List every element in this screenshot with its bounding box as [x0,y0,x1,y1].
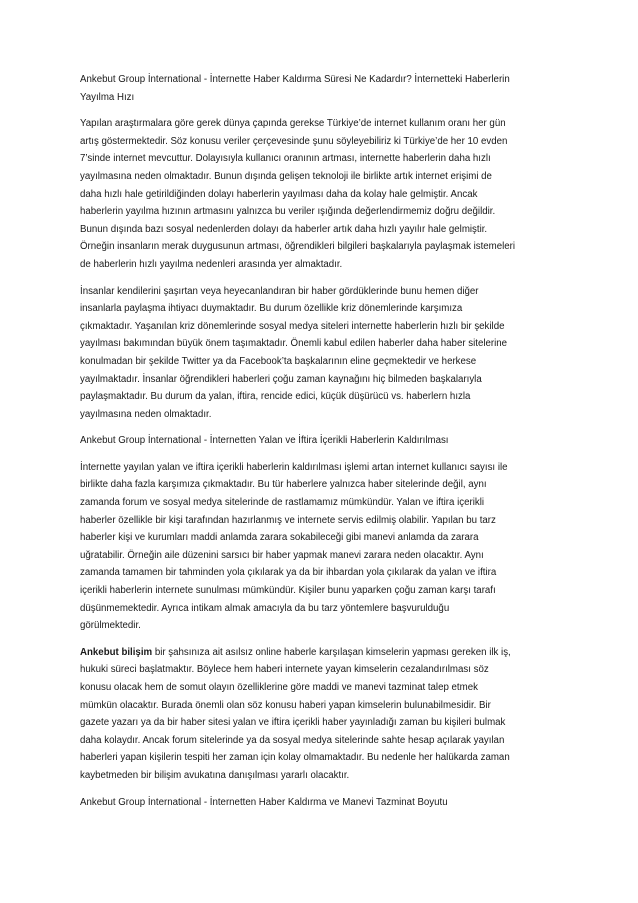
paragraph-1 [80,115,562,273]
text-line: gazete yazarı ya da bir haber sitesi yalan ve iftira içerikli haber yayınladığı zaman bu kişileri bulmak [80,717,506,729]
paragraph-3 [80,459,562,635]
text-line [80,644,562,662]
bold-lead-text: Ankebut bilişim [80,646,153,658]
section-heading-3 [80,794,562,812]
text-line: zamanda forum ve sosyal medya sitelerinde de rastlamamız mümkündür. Yalan ve iftira içerikli [80,497,484,509]
text-line: daha kolaydır. Ancak forum sitelerinde ya da sosyal medya sitelerinde sahte hesap açılarak yayılan [80,734,505,746]
text-line: uğratabilir. Örneğin aile düzenini sarsıcı bir haber yapmak manevi zarara neden olacaktır. Aynı [80,549,484,561]
text-line: paylaşmaktadır. Bu durum da yalan, iftira, rencide edici, küçük düşürücü vs. haberlern hızla [80,391,471,403]
text-line: haberler özellikle bir kişi tarafından hazırlanmış ve internete servis edilmiş olabilir. Yapılan bu tarz [80,514,496,526]
text-line: İnternette yayılan yalan ve iftira içerikli haberlerin kaldırılması işlemi artan internet kullanıcı sayısı ile [80,461,508,473]
lead-line-rest: bir şahsınıza ait asılsız online haberle karşılaşan kimselerin yapması gereken ilk iş, [152,646,511,658]
paragraph-4 [80,644,562,785]
text-line: düşünmemektedir. Ayrıca intikam almak amacıyla da bu tarz yöntemlere başvurulduğu [80,602,450,614]
text-line: yayılmasına neden olmaktadır. Bunun dışında gelişen teknoloji ile birlikte artık internet erişimi de [80,170,492,182]
section-heading-1 [80,71,562,106]
text-line: Örneğin insanların merak duygusunun artması, öğrendikleri bilgileri başkalarıyla paylaşmak istemeleri [80,241,516,253]
text-line: Ankebut Group İnternational - İnternetten Haber Kaldırma ve Manevi Tazminat Boyutu [80,796,448,808]
text-line: Ankebut Group İnternational - İnternette Haber Kaldırma Süresi Ne Kadardır? İnternetteki Haberlerin [80,74,510,85]
paragraph-2 [80,283,562,424]
text-line: İnsanlar kendilerini şaşırtan veya heyecanlandıran bir haber gördüklerinde bunu hemen diğer [80,285,479,297]
text-line: birlikte daha fazla karşımıza çıkmaktadır. Bu tür haberlere yalnızca haber sitelerinde değil, aynı [80,479,487,491]
text-line: artış göstermektedir. Söz konusu veriler çerçevesinde şunu söyleyebiliriz ki Türkiye’de her 10 evden [80,135,508,147]
text-line: Yayılma Hızı [80,91,135,103]
text-line: Yapılan araştırmalara göre gerek dünya çapında gerekse Türkiye’de internet kullanım oranı her gün [80,118,506,130]
text-line: insanlarla paylaşma ihtiyacı duymaktadır. Bu durum özellikle kriz dönemlerinde karşımıza [80,303,463,315]
text-line: yayılmaktadır. İnsanlar öğrendikleri haberleri çoğu zaman kaynağını hiç bilmeden başkalarıyla [80,373,482,385]
text-line: yayılmasına neden olmaktadır. [80,408,212,420]
text-line: hukuki süreci başlatmaktır. Böylece hem haberi internete yayan kimselerin cezalandırılması söz [80,664,489,676]
text-line: de haberlerin hızlı yayılma nedenleri arasında yer almaktadır. [80,258,343,270]
text-line: haberlerin yayılma hızının artmasını yalnızca bu veriler ışığında değerlendirmemiz doğru değildir. [80,206,496,218]
text-line: konusu olacak hem de somut olayın özelliklerine göre maddi ve manevi tazminat talep etmek [80,682,478,693]
text-line: çıkmaktadır. Yaşanılan kriz dönemlerinde sosyal medya siteleri internette haberlerin hızlı bir şekilde [80,320,505,332]
text-line: daha hızlı hale getirildiğinden dolayı haberlerin yayılması daha da kolay hale gelmiştir. Ancak [80,188,478,200]
text-line: mümkün olacaktır. Burada önemli olan söz konusu haberi yapan kimselerin bulunabilmesidir. Bir [80,699,491,711]
text-line: kaybetmeden bir bilişim avukatına danışılması yararlı olacaktır. [80,769,350,781]
text-line: zamanda tamamen bir tahminden yola çıkılarak ya da bir ihbardan yola çıkılarak da yalan ve iftira [80,567,497,579]
text-line: konulmadan bir şekilde Twitter ya da Facebook’ta başkalarının eline geçmektedir ve herkese [80,355,477,367]
text-line: yayılması bakımından büyük önem taşımaktadır. Önemli kabul edilen haberler daha haber sitelerine [80,338,508,350]
text-line: haberleri yapan kişilerin tespiti her zaman için kolay olmamaktadır. Bu nedenle her halükarda zaman [80,752,510,764]
text-line: görülmektedir. [80,620,141,632]
section-heading-2 [80,432,562,450]
text-line: Bunun dışında bazı sosyal nedenlerden dolayı da haberler artık daha hızlı yayılır hale gelmiştir. [80,223,488,235]
text-line: Ankebut Group İnternational - İnternetten Yalan ve İftira İçerikli Haberlerin Kaldırılması [80,435,449,447]
text-line: içerikli haberlerin internete sunulması mümkündür. Kişiler bunu yaparken çoğu zaman karşı tarafı [80,585,496,597]
text-line: haberler kişi ve kurumları maddi anlamda zarara sokabileceği gibi manevi anlamda da zarara [80,532,479,544]
text-line: 7’sinde internet mevcuttur. Dolayısıyla kullanıcı oranının artması, internette haberlerin daha hızlı [80,153,491,165]
